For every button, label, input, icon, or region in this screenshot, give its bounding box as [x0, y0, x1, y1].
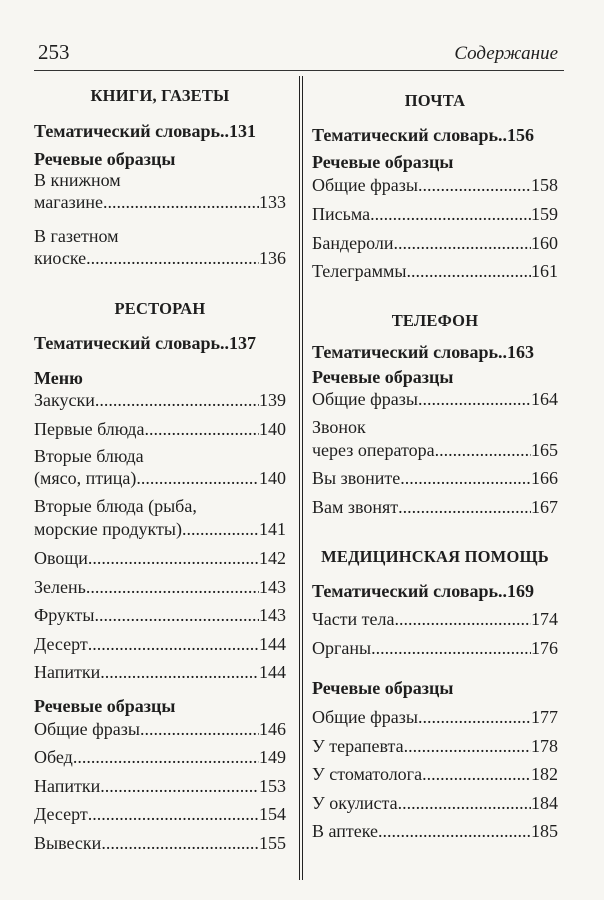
subheading-menu: Меню	[34, 368, 83, 388]
entry-line: В газетном	[34, 226, 119, 246]
section-heading-phone: ТЕЛЕФОН	[391, 311, 479, 330]
entry-label: морские продукты)	[34, 519, 182, 539]
entry-label: Овощи	[34, 548, 88, 568]
subheading-medical-patterns: Речевые образцы	[312, 678, 454, 698]
entry-label: В аптеке	[312, 821, 379, 841]
entry-label: Тематический словарь..	[312, 342, 508, 362]
entry-label: У терапевта	[312, 736, 404, 756]
entry-page: 185	[531, 821, 558, 841]
toc-entry[interactable]	[312, 260, 558, 282]
toc-entry-medical-vocabulary[interactable]	[312, 580, 558, 602]
section-heading-restaurant: РЕСТОРАН	[114, 299, 206, 318]
entry-label: Общие фразы	[312, 707, 418, 727]
entry-label: Тематический словарь..	[34, 333, 230, 353]
toc-entry[interactable]	[34, 746, 286, 768]
toc-entry[interactable]	[312, 496, 558, 518]
entry-page: 154	[259, 804, 286, 824]
entry-label: Напитки	[34, 776, 101, 796]
toc-entry-post-vocabulary[interactable]	[312, 124, 558, 146]
toc-entry[interactable]	[34, 418, 286, 440]
entry-page: 146	[259, 719, 286, 739]
entry-label: Зелень	[34, 577, 86, 597]
toc-entry[interactable]	[34, 576, 286, 598]
entry-page: 142	[259, 548, 286, 568]
entry-page: 137	[229, 333, 257, 353]
entry-page: 131	[229, 121, 257, 141]
entry-label: Части тела	[312, 609, 395, 629]
toc-entry[interactable]	[312, 820, 558, 842]
entry-page: 169	[507, 581, 535, 601]
toc-entry[interactable]	[34, 604, 286, 626]
entry-page: 177	[531, 707, 558, 727]
toc-entry[interactable]	[34, 518, 286, 540]
entry-label: Фрукты	[34, 605, 95, 625]
entry-page: 182	[531, 764, 558, 784]
entry-page: 176	[531, 638, 558, 658]
toc-entry[interactable]	[312, 706, 558, 728]
toc-entry-bookstore[interactable]	[34, 191, 286, 213]
entry-page: 160	[531, 233, 558, 253]
entry-page: 141	[259, 519, 286, 539]
subheading-phone-patterns: Речевые образцы	[312, 367, 454, 387]
entry-page: 133	[259, 192, 286, 212]
entry-label: Напитки	[34, 662, 101, 682]
entry-label: Бандероли	[312, 233, 394, 253]
toc-entry-books-vocabulary[interactable]	[34, 120, 286, 142]
toc-entry[interactable]	[312, 388, 558, 410]
entry-label: Общие фразы	[312, 389, 418, 409]
entry-page: 184	[531, 793, 558, 813]
entry-label: Общие фразы	[34, 719, 140, 739]
entry-page: 165	[531, 440, 558, 460]
entry-label: Органы	[312, 638, 372, 658]
entry-page: 136	[259, 248, 286, 268]
running-title: Содержание	[454, 43, 558, 64]
entry-page: 143	[259, 605, 286, 625]
entry-page: 140	[259, 419, 286, 439]
subheading-restaurant-patterns: Речевые образцы	[34, 696, 176, 716]
toc-entry[interactable]	[312, 735, 558, 757]
entry-label: Десерт	[34, 634, 88, 654]
entry-page: 155	[259, 833, 286, 853]
toc-entry[interactable]	[34, 467, 286, 489]
toc-entry[interactable]	[34, 389, 286, 411]
entry-label: Десерт	[34, 804, 88, 824]
entry-label: (мясо, птица)	[34, 468, 137, 488]
entry-label: Обед	[34, 747, 73, 767]
entry-page: 164	[531, 389, 558, 409]
entry-page: 174	[531, 609, 558, 629]
entry-label: магазине	[34, 192, 103, 212]
entry-line: Вторые блюда	[34, 446, 144, 466]
toc-entry[interactable]	[34, 547, 286, 569]
entry-page: 159	[531, 204, 558, 224]
entry-page: 156	[507, 125, 535, 145]
toc-entry[interactable]	[34, 661, 286, 683]
entry-label: У окулиста	[312, 793, 398, 813]
toc-entry[interactable]	[34, 803, 286, 825]
entry-label: через оператора	[312, 440, 435, 460]
entry-label: киоске	[34, 248, 87, 268]
toc-entry[interactable]	[34, 718, 286, 740]
toc-entry[interactable]	[312, 203, 558, 225]
toc-entry-newsstand[interactable]	[34, 247, 286, 269]
entry-page: 161	[531, 261, 558, 281]
section-heading-post: ПОЧТА	[404, 91, 466, 110]
subheading-books-patterns: Речевые образцы	[34, 149, 176, 169]
toc-entry[interactable]	[312, 232, 558, 254]
toc-entry-restaurant-vocabulary[interactable]	[34, 332, 286, 354]
entry-page: 153	[259, 776, 286, 796]
column-divider	[299, 76, 303, 880]
entry-label: Закуски	[34, 390, 95, 410]
entry-page: 178	[531, 736, 558, 756]
toc-entry[interactable]	[34, 775, 286, 797]
entry-label: Первые блюда	[34, 419, 145, 439]
toc-entry-phone-vocabulary[interactable]	[312, 341, 558, 363]
entry-page: 139	[259, 390, 286, 410]
entry-page: 140	[259, 468, 286, 488]
toc-entry[interactable]	[312, 174, 558, 196]
section-heading-medical: МЕДИЦИНСКАЯ ПОМОЩЬ	[321, 547, 549, 566]
page-number: 253	[38, 40, 70, 64]
entry-label: Общие фразы	[312, 175, 418, 195]
entry-page: 144	[259, 662, 286, 682]
toc-entry[interactable]	[34, 633, 286, 655]
left-column	[34, 0, 286, 900]
toc-entry[interactable]	[312, 637, 558, 659]
entry-label: Телеграммы	[312, 261, 407, 281]
entry-page: 166	[531, 468, 558, 488]
entry-page: 158	[531, 175, 558, 195]
entry-page: 144	[259, 634, 286, 654]
entry-label: Вывески	[34, 833, 102, 853]
entry-label: Вам звонят	[312, 497, 399, 517]
section-heading-books: КНИГИ, ГАЗЕТЫ	[90, 86, 230, 105]
entry-label: Тематический словарь..	[34, 121, 230, 141]
entry-label: Тематический словарь..	[312, 581, 508, 601]
entry-label: Письма	[312, 204, 371, 224]
entry-label: Вы звоните	[312, 468, 401, 488]
entry-label: Тематический словарь..	[312, 125, 508, 145]
entry-line: В книжном	[34, 170, 121, 190]
right-column	[312, 0, 558, 900]
entry-page: 143	[259, 577, 286, 597]
toc-entry[interactable]	[312, 608, 558, 630]
entry-line: Вторые блюда (рыба,	[34, 496, 197, 516]
toc-entry[interactable]	[312, 763, 558, 785]
entry-line: Звонок	[312, 417, 366, 437]
toc-entry[interactable]	[34, 832, 286, 854]
subheading-post-patterns: Речевые образцы	[312, 152, 454, 172]
entry-label: У стоматолога	[312, 764, 423, 784]
entry-page: 163	[507, 342, 535, 362]
toc-entry[interactable]	[312, 792, 558, 814]
entry-page: 167	[531, 497, 558, 517]
toc-entry[interactable]	[312, 439, 558, 461]
toc-entry[interactable]	[312, 467, 558, 489]
entry-page: 149	[259, 747, 286, 767]
